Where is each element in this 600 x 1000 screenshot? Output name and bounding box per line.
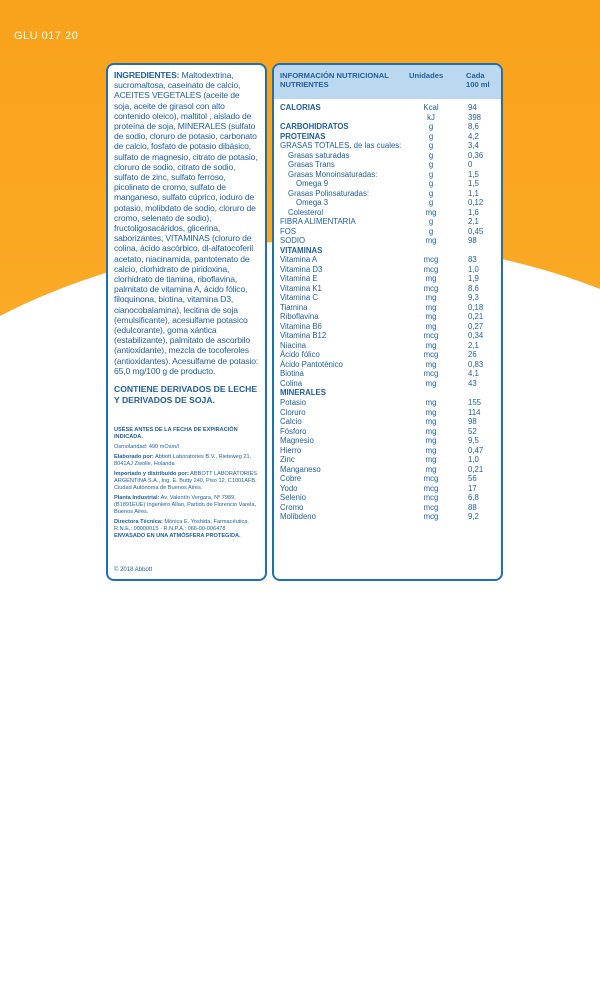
nutrient-unit: g	[428, 160, 434, 170]
nutrient-unit: mg	[425, 312, 437, 322]
table-row	[274, 388, 501, 398]
nutrient-unit: mg	[425, 293, 437, 303]
nutrient-name: Fósforo	[280, 426, 307, 436]
table-row	[274, 217, 501, 227]
nutrient-unit: mcg	[423, 350, 439, 360]
nutrient-unit: mg	[425, 464, 437, 474]
ingredients-text: Maltodextrina, sucromaltosa, caseinato de calcio, ACEITES VEGETALES (aceite de soja, aceite de girasol con alto contenido oleico), maltitol , aislado de proteína de soja, MINERALES (sulfato de sodio, cloruro de potasio, carbonato de calcio, fosfato de potasio dibásico, sulfato de magnesio, citrato de potasio, cloruro de sodio, citrato de sodio, sulfato de zinc, sulfato ferroso, picolinato de cromo, sulfato de manganeso, sulfato cúprico, ioduro de potasio, molibdato de sodio, cloruro de cromo, selenato de sodio), fructoligosacáridos, glicerina, saborizantes, VITAMINAS (cloruro de colina, ácido ascórbico, dl-alfatocoferil acetato, niacinamida, pantotenato de calcio, clorhidrato de piridoxina, clorhidrato de tiamina, riboflavina, palmitato de vitamina A, ácido fólico, filoquinona, biotina, vitamina D3, cianocobalamina), lecitina de soja (emulsificante), acesulfame potasico (edulcorante), goma xántica (estabilizante), palmitato de ascorbilo (antioxidante), mezcla de tocoferoles (antioxidantes). Acesulfame de potasio: 65,0 mg/100 g de producto.	[114, 70, 259, 376]
nutrient-name: Vitamina B12	[280, 331, 327, 341]
nutrient-value: 114	[468, 407, 481, 417]
table-row	[274, 331, 501, 341]
nutrition-table-header	[274, 65, 501, 99]
nutrient-value: 0,21	[468, 464, 484, 474]
nutrient-unit: mg	[425, 426, 437, 436]
nutrient-unit: mg	[425, 274, 437, 284]
table-row	[274, 322, 501, 332]
nutrient-value: 1,5	[468, 179, 479, 189]
nutrient-name: Riboflavina	[280, 312, 319, 322]
nutrient-name: Magnesio	[280, 436, 314, 446]
table-row	[274, 503, 501, 513]
nutrient-value: 26	[468, 350, 477, 360]
nutrient-name: Biotina	[280, 369, 304, 379]
nutrient-unit: g	[428, 150, 434, 160]
table-row	[274, 493, 501, 503]
nutrient-name: Vitamina A	[280, 255, 318, 265]
nutrient-unit: mg	[425, 417, 437, 427]
nutrient-name: Tiamina	[280, 302, 308, 312]
nutrient-value: 0,47	[468, 445, 484, 455]
nutrient-value: 17	[468, 483, 477, 493]
table-row	[274, 484, 501, 494]
tech-label: Directora Técnica:	[114, 519, 163, 525]
nutrient-name: Grasas Trans	[288, 160, 335, 170]
nutrient-value: 94	[468, 103, 477, 112]
nutrient-name: Vitamina E	[280, 274, 318, 284]
nutrient-unit: mg	[425, 321, 437, 331]
rne-text: R.N.E.: 00000015 · R.N.P.A.: 066-00-006478	[114, 526, 226, 532]
nutrient-unit: mg	[425, 236, 437, 246]
nutrient-unit: g	[428, 141, 434, 151]
table-row	[274, 303, 501, 313]
nutrient-value: 56	[468, 474, 477, 484]
plant-text: Av. Valentín Vergara, Nº 7989, (B1891EUE) Ingeniero Allan, Partido de Florencio Varela, Buenos Aires.	[114, 495, 256, 515]
nutrient-unit: Kcal	[423, 103, 439, 112]
nutrient-name: Ácido fólico	[280, 350, 320, 360]
table-row	[274, 446, 501, 456]
copyright: © 2018 Abbott	[114, 567, 153, 573]
nutrient-value: 0	[468, 160, 473, 170]
table-row	[274, 284, 501, 294]
nutrient-unit: kJ	[427, 112, 435, 122]
nutrient-value: 9,5	[468, 436, 479, 446]
nutrient-unit: mg	[425, 436, 437, 446]
table-row	[274, 350, 501, 360]
table-row	[274, 455, 501, 465]
nutrient-value: 0,34	[468, 331, 484, 341]
nutrient-value: 155	[468, 397, 482, 407]
table-row	[274, 360, 501, 370]
nutrient-unit: g	[428, 217, 434, 227]
nutrient-unit: mcg	[423, 255, 439, 265]
nutrient-name: Omega 3	[296, 198, 329, 208]
table-row	[274, 465, 501, 475]
imported-label: Importado y distribuido por:	[114, 471, 189, 477]
tech-text: Mónica E. Yoshida, Farmacéutica.	[164, 519, 249, 525]
nutrient-value: 0,45	[468, 226, 484, 236]
table-row	[274, 427, 501, 437]
nutrient-unit: mg	[425, 207, 437, 217]
nutrient-name: VITAMINAS	[280, 245, 323, 255]
fine-print	[114, 427, 264, 540]
table-row	[274, 189, 501, 199]
table-row	[274, 103, 501, 113]
nutrient-name: Hierro	[280, 445, 302, 455]
nutrient-name: Cloruro	[280, 407, 306, 417]
nutrient-value: 1,5	[468, 169, 479, 179]
table-row	[274, 417, 501, 427]
nutrient-value: 4,2	[468, 131, 479, 141]
nutrient-name: GRASAS TOTALES, de las cuales:	[280, 141, 402, 151]
nutrient-value: 98	[468, 417, 477, 427]
nutrient-value: 0,27	[468, 321, 484, 331]
nutrient-value: 2,1	[468, 217, 479, 227]
osmolality-text: Osmolaridad: 490 mOsm/l	[114, 444, 179, 450]
table-row	[274, 208, 501, 218]
nutrient-value: 398	[468, 112, 482, 122]
nutrient-unit: g	[428, 226, 434, 236]
made-by	[114, 454, 264, 468]
nutrient-unit: mcg	[423, 493, 439, 503]
nutrient-unit: mg	[425, 302, 437, 312]
table-row	[274, 198, 501, 208]
table-row	[274, 236, 501, 246]
nutrient-unit: mg	[425, 378, 437, 388]
use-before-text: USÉSE ANTES DE LA FECHA DE EXPIRACIÓN INDICADA.	[114, 427, 238, 440]
nutrient-name: Zinc	[280, 455, 295, 465]
header-units: Unidades	[409, 71, 444, 80]
nutrient-name: Omega 9	[296, 179, 329, 189]
table-row	[274, 274, 501, 284]
table-row	[274, 170, 501, 180]
nutrient-value: 6,8	[468, 493, 479, 503]
nutrient-value: 1,0	[468, 264, 479, 274]
nutrient-unit: g	[428, 122, 434, 132]
nutrient-value: 9,2	[468, 512, 479, 522]
nutrient-value: 88	[468, 502, 477, 512]
table-row	[274, 151, 501, 161]
imported-by	[114, 471, 264, 492]
nutrient-value: 1,9	[468, 274, 479, 284]
nutrient-name: Vitamina C	[280, 293, 318, 303]
nutrient-unit: mcg	[423, 264, 439, 274]
nutrient-name: Selenio	[280, 493, 307, 503]
nutrient-value: 8,6	[468, 122, 479, 132]
table-row	[274, 265, 501, 275]
nutrient-unit: mcg	[423, 331, 439, 341]
nutrient-value: 98	[468, 236, 477, 246]
nutrient-value: 0,36	[468, 150, 484, 160]
nutrient-name: Colina	[280, 378, 303, 388]
nutrient-unit: mg	[425, 445, 437, 455]
nutrient-name: Colesterol	[288, 207, 324, 217]
table-row	[274, 512, 501, 522]
table-row	[274, 398, 501, 408]
table-row	[274, 293, 501, 303]
table-row	[274, 141, 501, 151]
table-row	[274, 312, 501, 322]
nutrient-value: 52	[468, 426, 477, 436]
table-row	[274, 179, 501, 189]
nutrient-unit: g	[428, 179, 434, 189]
table-row	[274, 341, 501, 351]
table-row	[274, 122, 501, 132]
nutrient-unit: mg	[425, 359, 437, 369]
table-row	[274, 369, 501, 379]
nutrient-name: FOS	[280, 226, 297, 236]
nutrient-name: Vitamina D3	[280, 264, 323, 274]
nutrient-name: Grasas Polinsaturadas:	[288, 188, 370, 198]
packed-text: ENVASADO EN UNA ATMÓSFERA PROTEGIDA.	[114, 533, 241, 539]
header-nutrients: INFORMACIÓN NUTRICIONAL NUTRIENTES	[280, 71, 389, 89]
nutrient-name: Ácido Pantoténico	[280, 359, 343, 369]
plant-label: Planta Industrial:	[114, 495, 160, 501]
nutrient-name: Yodo	[280, 483, 298, 493]
nutrient-name: CARBOHIDRATOS	[280, 122, 349, 132]
nutrient-unit: mcg	[423, 483, 439, 493]
nutrient-unit: mcg	[423, 502, 439, 512]
nutrient-name: Niacina	[280, 340, 307, 350]
table-row	[274, 436, 501, 446]
nutrient-name: Manganeso	[280, 464, 321, 474]
table-row	[274, 255, 501, 265]
nutrient-name: MINERALES	[280, 388, 326, 398]
nutrient-value: 0,18	[468, 302, 484, 312]
nutrient-name: Calcio	[280, 417, 302, 427]
nutrient-unit: mg	[425, 397, 437, 407]
nutrient-unit: mcg	[423, 283, 439, 293]
ingredients-panel	[106, 63, 267, 581]
table-row	[274, 474, 501, 484]
product-code: GLU 017 20	[14, 30, 79, 42]
plant	[114, 495, 264, 516]
made-by-label: Elaborado por:	[114, 454, 154, 460]
ingredients-paragraph	[114, 70, 259, 376]
nutrient-name: Cromo	[280, 502, 304, 512]
table-row	[274, 246, 501, 256]
table-row	[274, 379, 501, 389]
nutrient-value: 0,21	[468, 312, 484, 322]
tech-director	[114, 519, 264, 526]
table-row	[274, 408, 501, 418]
nutrient-unit: mcg	[423, 512, 439, 522]
nutrient-value: 1,6	[468, 207, 479, 217]
header-per-100ml: Cada 100 ml	[466, 71, 490, 89]
nutrient-value: 83	[468, 255, 477, 265]
nutrient-unit: g	[428, 188, 434, 198]
nutrition-panel	[272, 63, 503, 581]
ingredients-label: INGREDIENTES:	[114, 70, 180, 80]
nutrient-name: Molibdeno	[280, 512, 316, 522]
nutrient-name: Grasas saturadas	[288, 150, 350, 160]
allergen-warning: CONTIENE DERIVADOS DE LECHE Y DERIVADOS DE SOJA.	[114, 384, 258, 405]
nutrient-name: Cobre	[280, 474, 302, 484]
nutrient-value: 2,1	[468, 340, 479, 350]
made-by-text: Abbott Laboratories B.V., Rieteweg 21, 8041AJ Zwolle, Holanda	[114, 454, 252, 467]
nutrient-unit: g	[428, 131, 434, 141]
nutrient-value: 3,4	[468, 141, 479, 151]
nutrient-unit: mg	[425, 407, 437, 417]
nutrient-value: 4,1	[468, 369, 479, 379]
nutrient-name: CALORIAS	[280, 103, 321, 112]
nutrient-value: 1,1	[468, 188, 479, 198]
table-row	[274, 227, 501, 237]
table-row	[274, 132, 501, 142]
nutrient-name: Vitamina B6	[280, 321, 322, 331]
nutrient-unit: mcg	[423, 474, 439, 484]
nutrient-unit: mg	[425, 340, 437, 350]
nutrient-name: Grasas Monoinsaturadas:	[288, 169, 378, 179]
imported-text: ABBOTT LABORATORIES ARGENTINA S.A., Ing. E. Butty 240, Piso 12, C1001AFB, Ciudad Autónoma de Buenos Aires.	[114, 471, 257, 491]
nutrient-name: FIBRA ALIMENTARIA	[280, 217, 356, 227]
nutrient-name: PROTEINAS	[280, 131, 326, 141]
nutrient-unit: mg	[425, 455, 437, 465]
nutrient-value: 1,0	[468, 455, 479, 465]
nutrient-unit: g	[428, 169, 434, 179]
table-row	[274, 160, 501, 170]
nutrition-table-body	[274, 99, 501, 522]
nutrient-value: 43	[468, 378, 477, 388]
nutrient-value: 0,83	[468, 359, 484, 369]
nutrient-value: 0,12	[468, 198, 484, 208]
nutrient-unit: g	[428, 198, 434, 208]
nutrient-name: Potasio	[280, 397, 307, 407]
table-row	[274, 113, 501, 123]
nutrient-name: Vitamina K1	[280, 283, 322, 293]
nutrient-unit: mcg	[423, 369, 439, 379]
nutrient-name: SODIO	[280, 236, 306, 246]
nutrient-value: 8,6	[468, 283, 479, 293]
nutrient-value: 9,3	[468, 293, 479, 303]
